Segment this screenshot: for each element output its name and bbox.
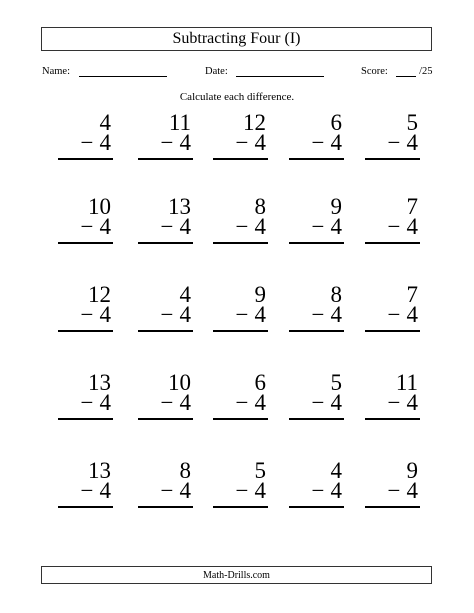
subtrahend-line (312, 479, 342, 503)
answer-line (213, 506, 268, 508)
score-label: Score: (361, 66, 388, 77)
answer-line (213, 418, 268, 420)
problem-10 (362, 195, 424, 251)
answer-line (365, 330, 420, 332)
minus-sign: − (80, 130, 94, 155)
subtrahend: 4 (179, 130, 191, 155)
subtrahend: 4 (254, 130, 266, 155)
subtrahend-line (81, 215, 111, 239)
minus-sign: − (387, 214, 401, 239)
minuend: 8 (254, 194, 266, 219)
answer-line (365, 418, 420, 420)
subtrahend: 4 (99, 130, 111, 155)
minuend: 13 (88, 458, 111, 483)
subtrahend-line (161, 303, 191, 327)
subtrahend-line (81, 303, 111, 327)
minuend: 4 (179, 282, 191, 307)
subtrahend: 4 (330, 130, 342, 155)
minuend: 9 (254, 282, 266, 307)
subtrahend-line (81, 131, 111, 155)
subtrahend-line (236, 131, 266, 155)
answer-line (58, 506, 113, 508)
minuend: 10 (168, 370, 191, 395)
subtrahend: 4 (406, 214, 418, 239)
minuend: 7 (406, 282, 418, 307)
subtrahend: 4 (179, 302, 191, 327)
minuend: 9 (330, 194, 342, 219)
problem-13 (210, 283, 272, 339)
problem-7 (135, 195, 197, 251)
answer-line (289, 506, 344, 508)
subtrahend: 4 (254, 390, 266, 415)
answer-line (289, 158, 344, 160)
problem-12 (135, 283, 197, 339)
minus-sign: − (160, 478, 174, 503)
minus-sign: − (235, 214, 249, 239)
minuend: 13 (168, 194, 191, 219)
minuend: 5 (330, 370, 342, 395)
minus-sign: − (235, 130, 249, 155)
title-text: Subtracting Four (I) (172, 30, 301, 47)
subtrahend-line (312, 303, 342, 327)
subtrahend-line (312, 391, 342, 415)
answer-line (138, 158, 193, 160)
name-blank-line[interactable] (79, 66, 167, 77)
subtrahend-line (388, 391, 418, 415)
answer-line (138, 418, 193, 420)
answer-line (213, 242, 268, 244)
subtrahend: 4 (99, 302, 111, 327)
minuend: 10 (88, 194, 111, 219)
answer-line (289, 330, 344, 332)
subtrahend: 4 (179, 478, 191, 503)
subtrahend: 4 (179, 390, 191, 415)
subtrahend: 4 (99, 214, 111, 239)
answer-line (365, 242, 420, 244)
problem-5 (362, 111, 424, 167)
minuend: 6 (254, 370, 266, 395)
subtrahend-line (388, 303, 418, 327)
problem-23 (210, 459, 272, 515)
problem-19 (286, 371, 348, 427)
subtrahend-line (236, 215, 266, 239)
score-field-row (361, 66, 433, 77)
minuend: 6 (330, 110, 342, 135)
problem-1 (55, 111, 117, 167)
minuend: 7 (406, 194, 418, 219)
minus-sign: − (387, 130, 401, 155)
worksheet-title (41, 27, 432, 51)
score-blank-line[interactable] (396, 66, 416, 77)
answer-line (213, 330, 268, 332)
answer-line (289, 418, 344, 420)
problem-16 (55, 371, 117, 427)
answer-line (365, 506, 420, 508)
subtrahend: 4 (99, 390, 111, 415)
problem-22 (135, 459, 197, 515)
problem-8 (210, 195, 272, 251)
answer-line (289, 242, 344, 244)
subtrahend: 4 (406, 130, 418, 155)
problem-6 (55, 195, 117, 251)
problem-24 (286, 459, 348, 515)
minuend: 13 (88, 370, 111, 395)
subtrahend: 4 (330, 302, 342, 327)
problem-2 (135, 111, 197, 167)
problem-25 (362, 459, 424, 515)
subtrahend: 4 (179, 214, 191, 239)
answer-line (58, 418, 113, 420)
minus-sign: − (160, 214, 174, 239)
minuend: 5 (254, 458, 266, 483)
subtrahend: 4 (406, 390, 418, 415)
problem-15 (362, 283, 424, 339)
subtrahend-line (161, 391, 191, 415)
problem-3 (210, 111, 272, 167)
subtrahend-line (161, 479, 191, 503)
answer-line (365, 158, 420, 160)
minus-sign: − (311, 302, 325, 327)
minus-sign: − (311, 390, 325, 415)
minus-sign: − (160, 302, 174, 327)
problem-4 (286, 111, 348, 167)
minuend: 12 (243, 110, 266, 135)
minus-sign: − (160, 130, 174, 155)
problem-18 (210, 371, 272, 427)
problem-11 (55, 283, 117, 339)
subtrahend: 4 (330, 478, 342, 503)
answer-line (138, 506, 193, 508)
minus-sign: − (235, 302, 249, 327)
minus-sign: − (311, 130, 325, 155)
answer-line (138, 330, 193, 332)
subtrahend-line (161, 131, 191, 155)
subtrahend: 4 (406, 302, 418, 327)
minuend: 12 (88, 282, 111, 307)
subtrahend-line (161, 215, 191, 239)
subtrahend-line (312, 131, 342, 155)
minus-sign: − (80, 214, 94, 239)
minuend: 9 (406, 458, 418, 483)
subtrahend-line (81, 391, 111, 415)
minus-sign: − (387, 302, 401, 327)
answer-line (58, 330, 113, 332)
subtrahend-line (388, 479, 418, 503)
minuend: 8 (179, 458, 191, 483)
subtrahend: 4 (406, 478, 418, 503)
subtrahend: 4 (254, 302, 266, 327)
footer (41, 566, 432, 584)
problem-14 (286, 283, 348, 339)
minuend: 4 (330, 458, 342, 483)
minus-sign: − (80, 302, 94, 327)
minus-sign: − (80, 478, 94, 503)
minuend: 11 (395, 370, 418, 395)
date-label: Date: (205, 66, 228, 77)
minuend: 4 (99, 110, 111, 135)
subtrahend-line (236, 391, 266, 415)
subtrahend-line (236, 303, 266, 327)
subtrahend-line (388, 131, 418, 155)
problem-20 (362, 371, 424, 427)
footer-text: Math-Drills.com (203, 569, 270, 581)
problem-21 (55, 459, 117, 515)
instructions: Calculate each difference. (179, 91, 295, 103)
minuend: 11 (168, 110, 191, 135)
answer-line (58, 242, 113, 244)
subtrahend-line (388, 215, 418, 239)
problem-9 (286, 195, 348, 251)
minus-sign: − (387, 478, 401, 503)
problem-17 (135, 371, 197, 427)
answer-line (213, 158, 268, 160)
answer-line (58, 158, 113, 160)
minus-sign: − (311, 478, 325, 503)
score-total: /25 (419, 66, 433, 77)
minuend: 8 (330, 282, 342, 307)
subtrahend-line (312, 215, 342, 239)
minus-sign: − (311, 214, 325, 239)
minus-sign: − (387, 390, 401, 415)
subtrahend-line (81, 479, 111, 503)
subtrahend: 4 (254, 478, 266, 503)
name-field-row (42, 66, 167, 77)
subtrahend: 4 (254, 214, 266, 239)
date-field-row (205, 66, 324, 77)
name-label: Name: (42, 66, 70, 77)
answer-line (138, 242, 193, 244)
subtrahend: 4 (99, 478, 111, 503)
subtrahend-line (236, 479, 266, 503)
minus-sign: − (235, 478, 249, 503)
date-blank-line[interactable] (236, 66, 324, 77)
subtrahend: 4 (330, 390, 342, 415)
minus-sign: − (160, 390, 174, 415)
minus-sign: − (235, 390, 249, 415)
minus-sign: − (80, 390, 94, 415)
subtrahend: 4 (330, 214, 342, 239)
minuend: 5 (406, 110, 418, 135)
